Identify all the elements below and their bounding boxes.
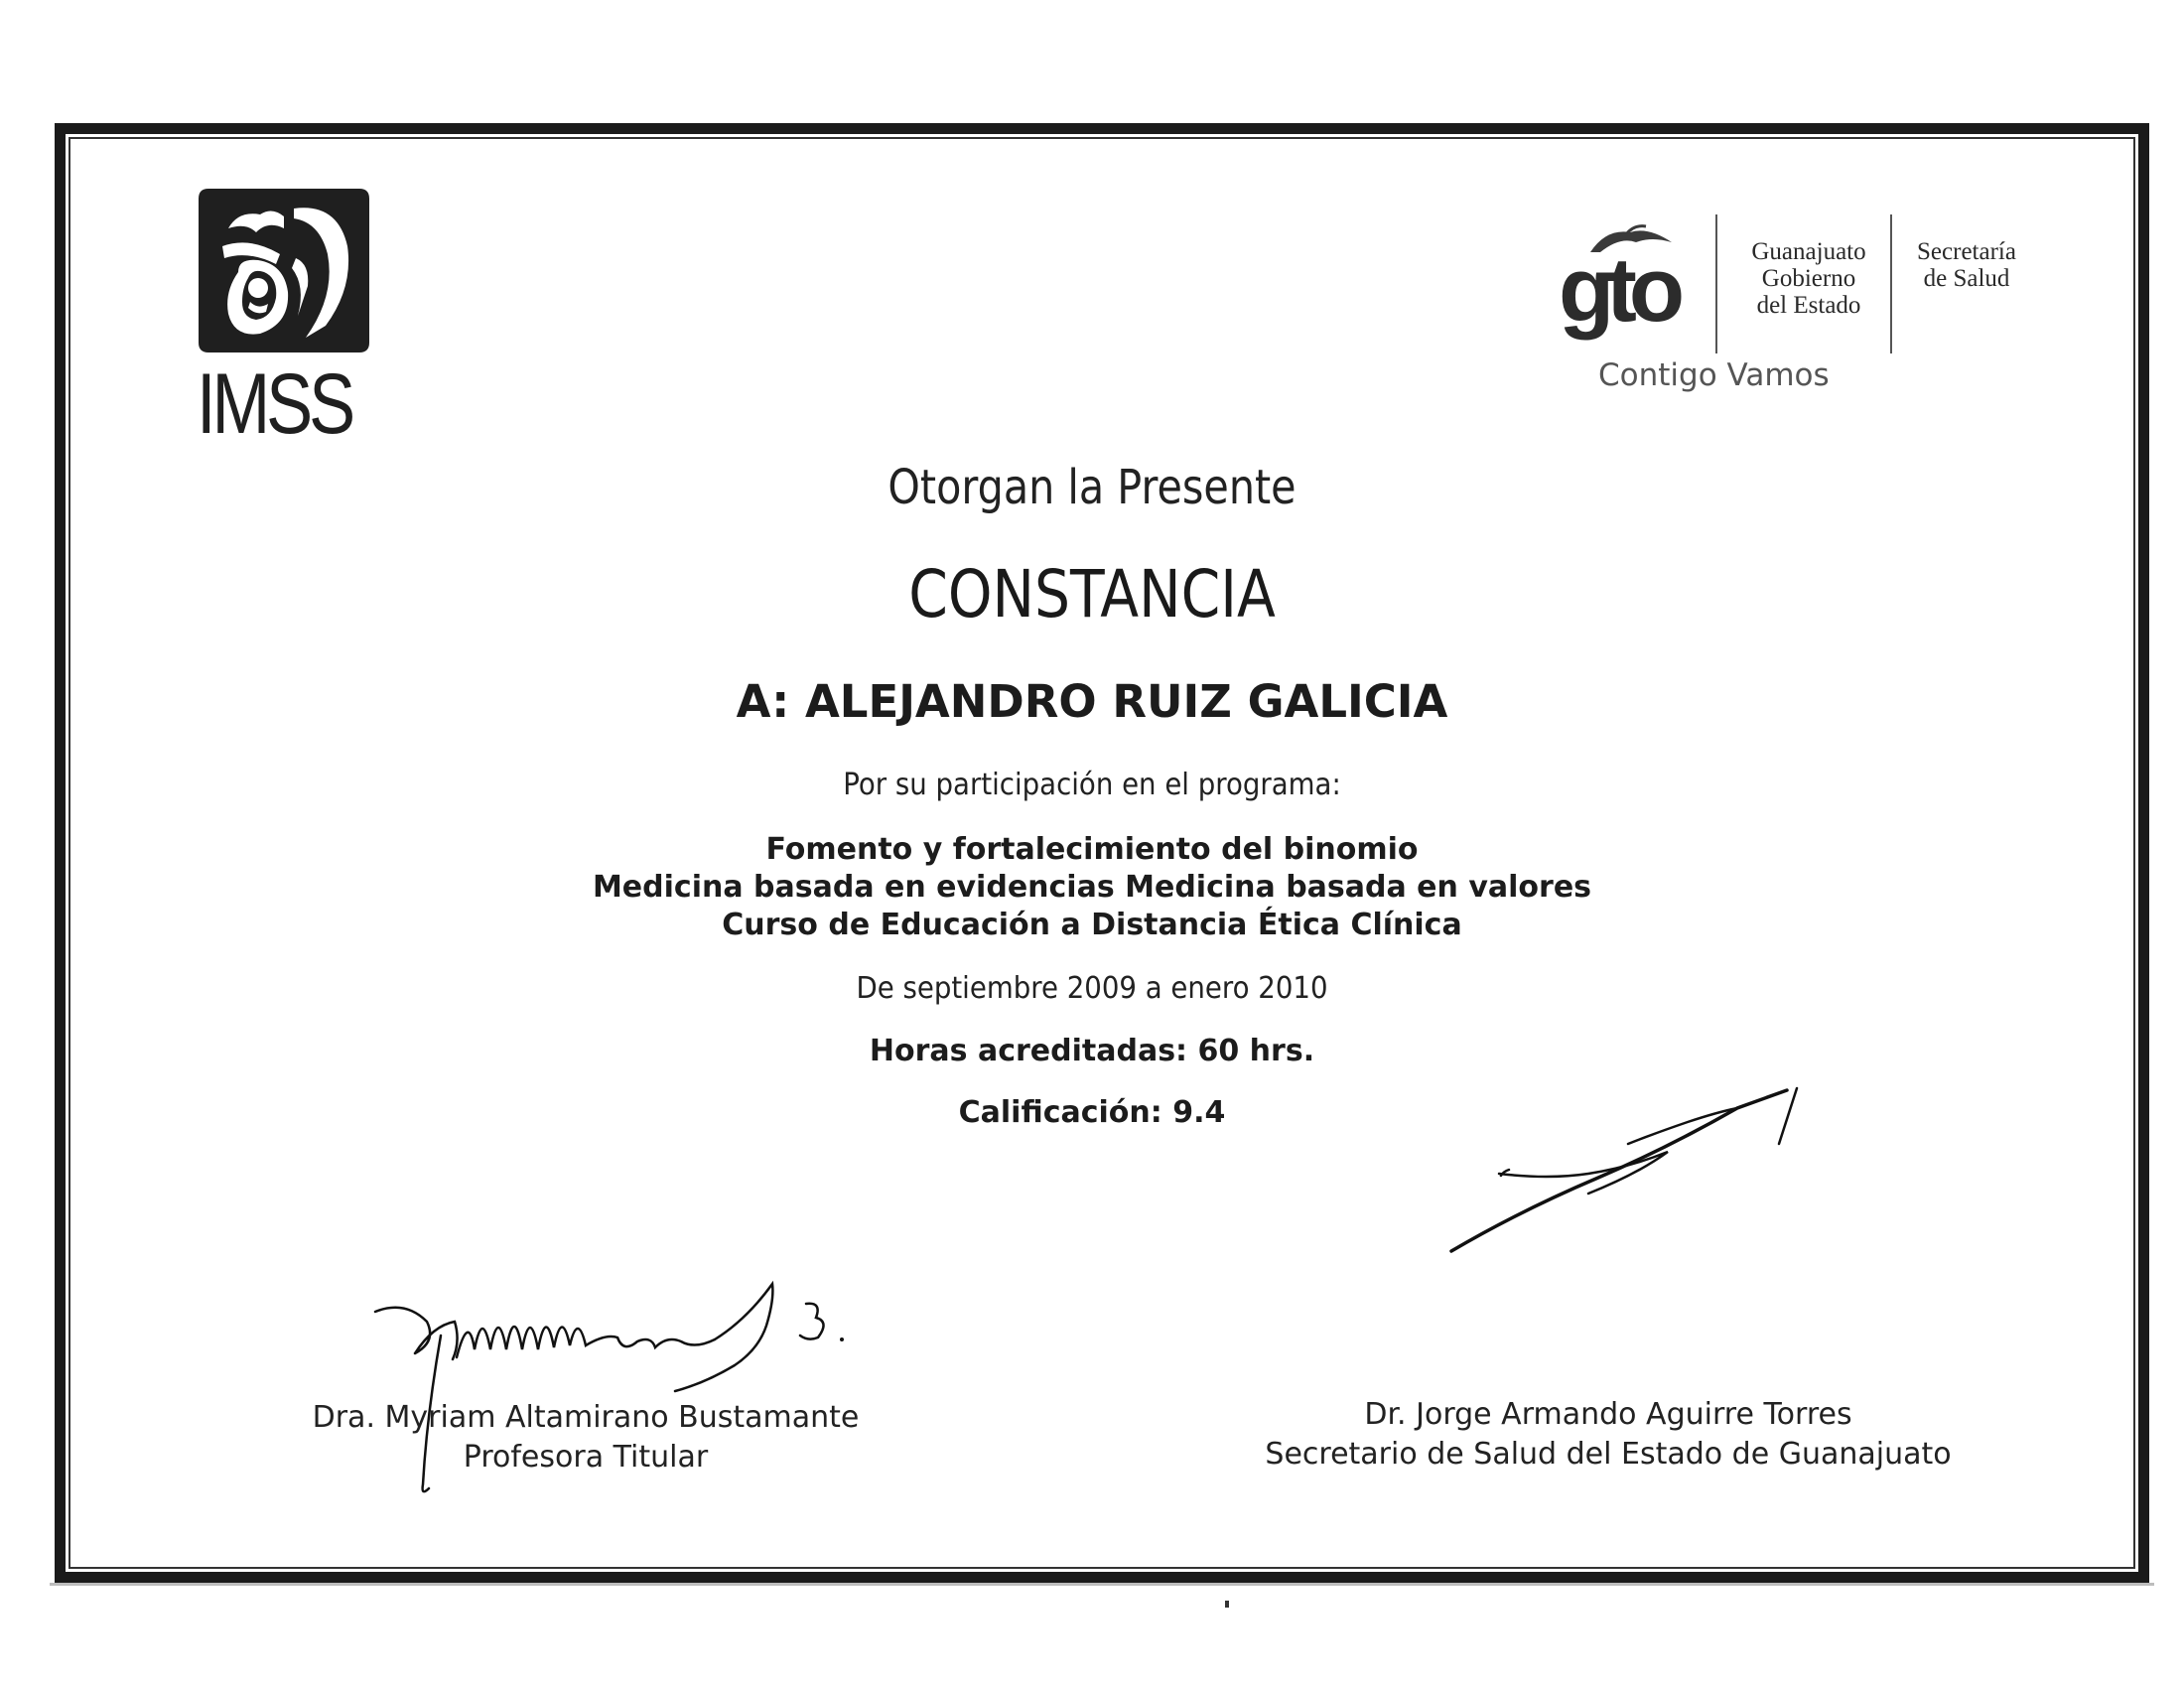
gto-government-logo xyxy=(1559,209,2025,407)
imss-emblem-icon xyxy=(199,189,369,352)
gto-government-label xyxy=(1729,238,1888,319)
signer-role: Profesora Titular xyxy=(463,1440,709,1475)
imss-wordmark: IMSS xyxy=(197,356,352,452)
gto-label-line: Gobierno xyxy=(1761,265,1856,292)
gto-label-line: de Salud xyxy=(1923,265,2010,292)
imss-logo xyxy=(197,189,375,452)
handwritten-signature-right xyxy=(1439,1082,1817,1271)
signer-right xyxy=(1231,1395,1985,1475)
program-title-line: Fomento y fortalecimiento del binomio xyxy=(765,832,1419,867)
certificate-pre-title: Otorgan la Presente xyxy=(887,460,1297,515)
gto-slogan: Contigo Vamos xyxy=(1598,357,1830,393)
gto-label-line: Secretaría xyxy=(1917,238,2016,265)
gto-bird-icon xyxy=(1586,222,1676,260)
gto-wordmark: gto xyxy=(1559,239,1678,341)
program-dates: De septiembre 2009 a enero 2010 xyxy=(856,971,1328,1006)
program-title-line: Medicina basada en evidencias Medicina basada en valores xyxy=(592,870,1592,905)
signer-role: Secretario de Salud del Estado de Guanajuato xyxy=(1265,1437,1952,1472)
gto-divider xyxy=(1715,214,1717,353)
recipient-name: A: ALEJANDRO RUIZ GALICIA xyxy=(736,675,1448,728)
gto-label-line: del Estado xyxy=(1756,292,1861,319)
signer-left xyxy=(288,1398,884,1477)
credited-hours: Horas acreditadas: 60 hrs. xyxy=(869,1034,1315,1068)
participation-statement: Por su participación en el programa: xyxy=(843,768,1341,802)
gto-label-line: Guanajuato xyxy=(1751,238,1866,265)
certificate-title: CONSTANCIA xyxy=(908,556,1276,633)
program-title-line: Curso de Educación a Distancia Ética Clínica xyxy=(722,908,1462,942)
gto-health-secretariat-label xyxy=(1892,238,2041,292)
scan-edge-line xyxy=(50,1583,2154,1586)
signer-name: Dra. Myriam Altamirano Bustamante xyxy=(312,1400,860,1435)
scan-speck xyxy=(1225,1601,1229,1608)
grade: Calificación: 9.4 xyxy=(958,1095,1226,1130)
signer-name: Dr. Jorge Armando Aguirre Torres xyxy=(1364,1397,1852,1432)
